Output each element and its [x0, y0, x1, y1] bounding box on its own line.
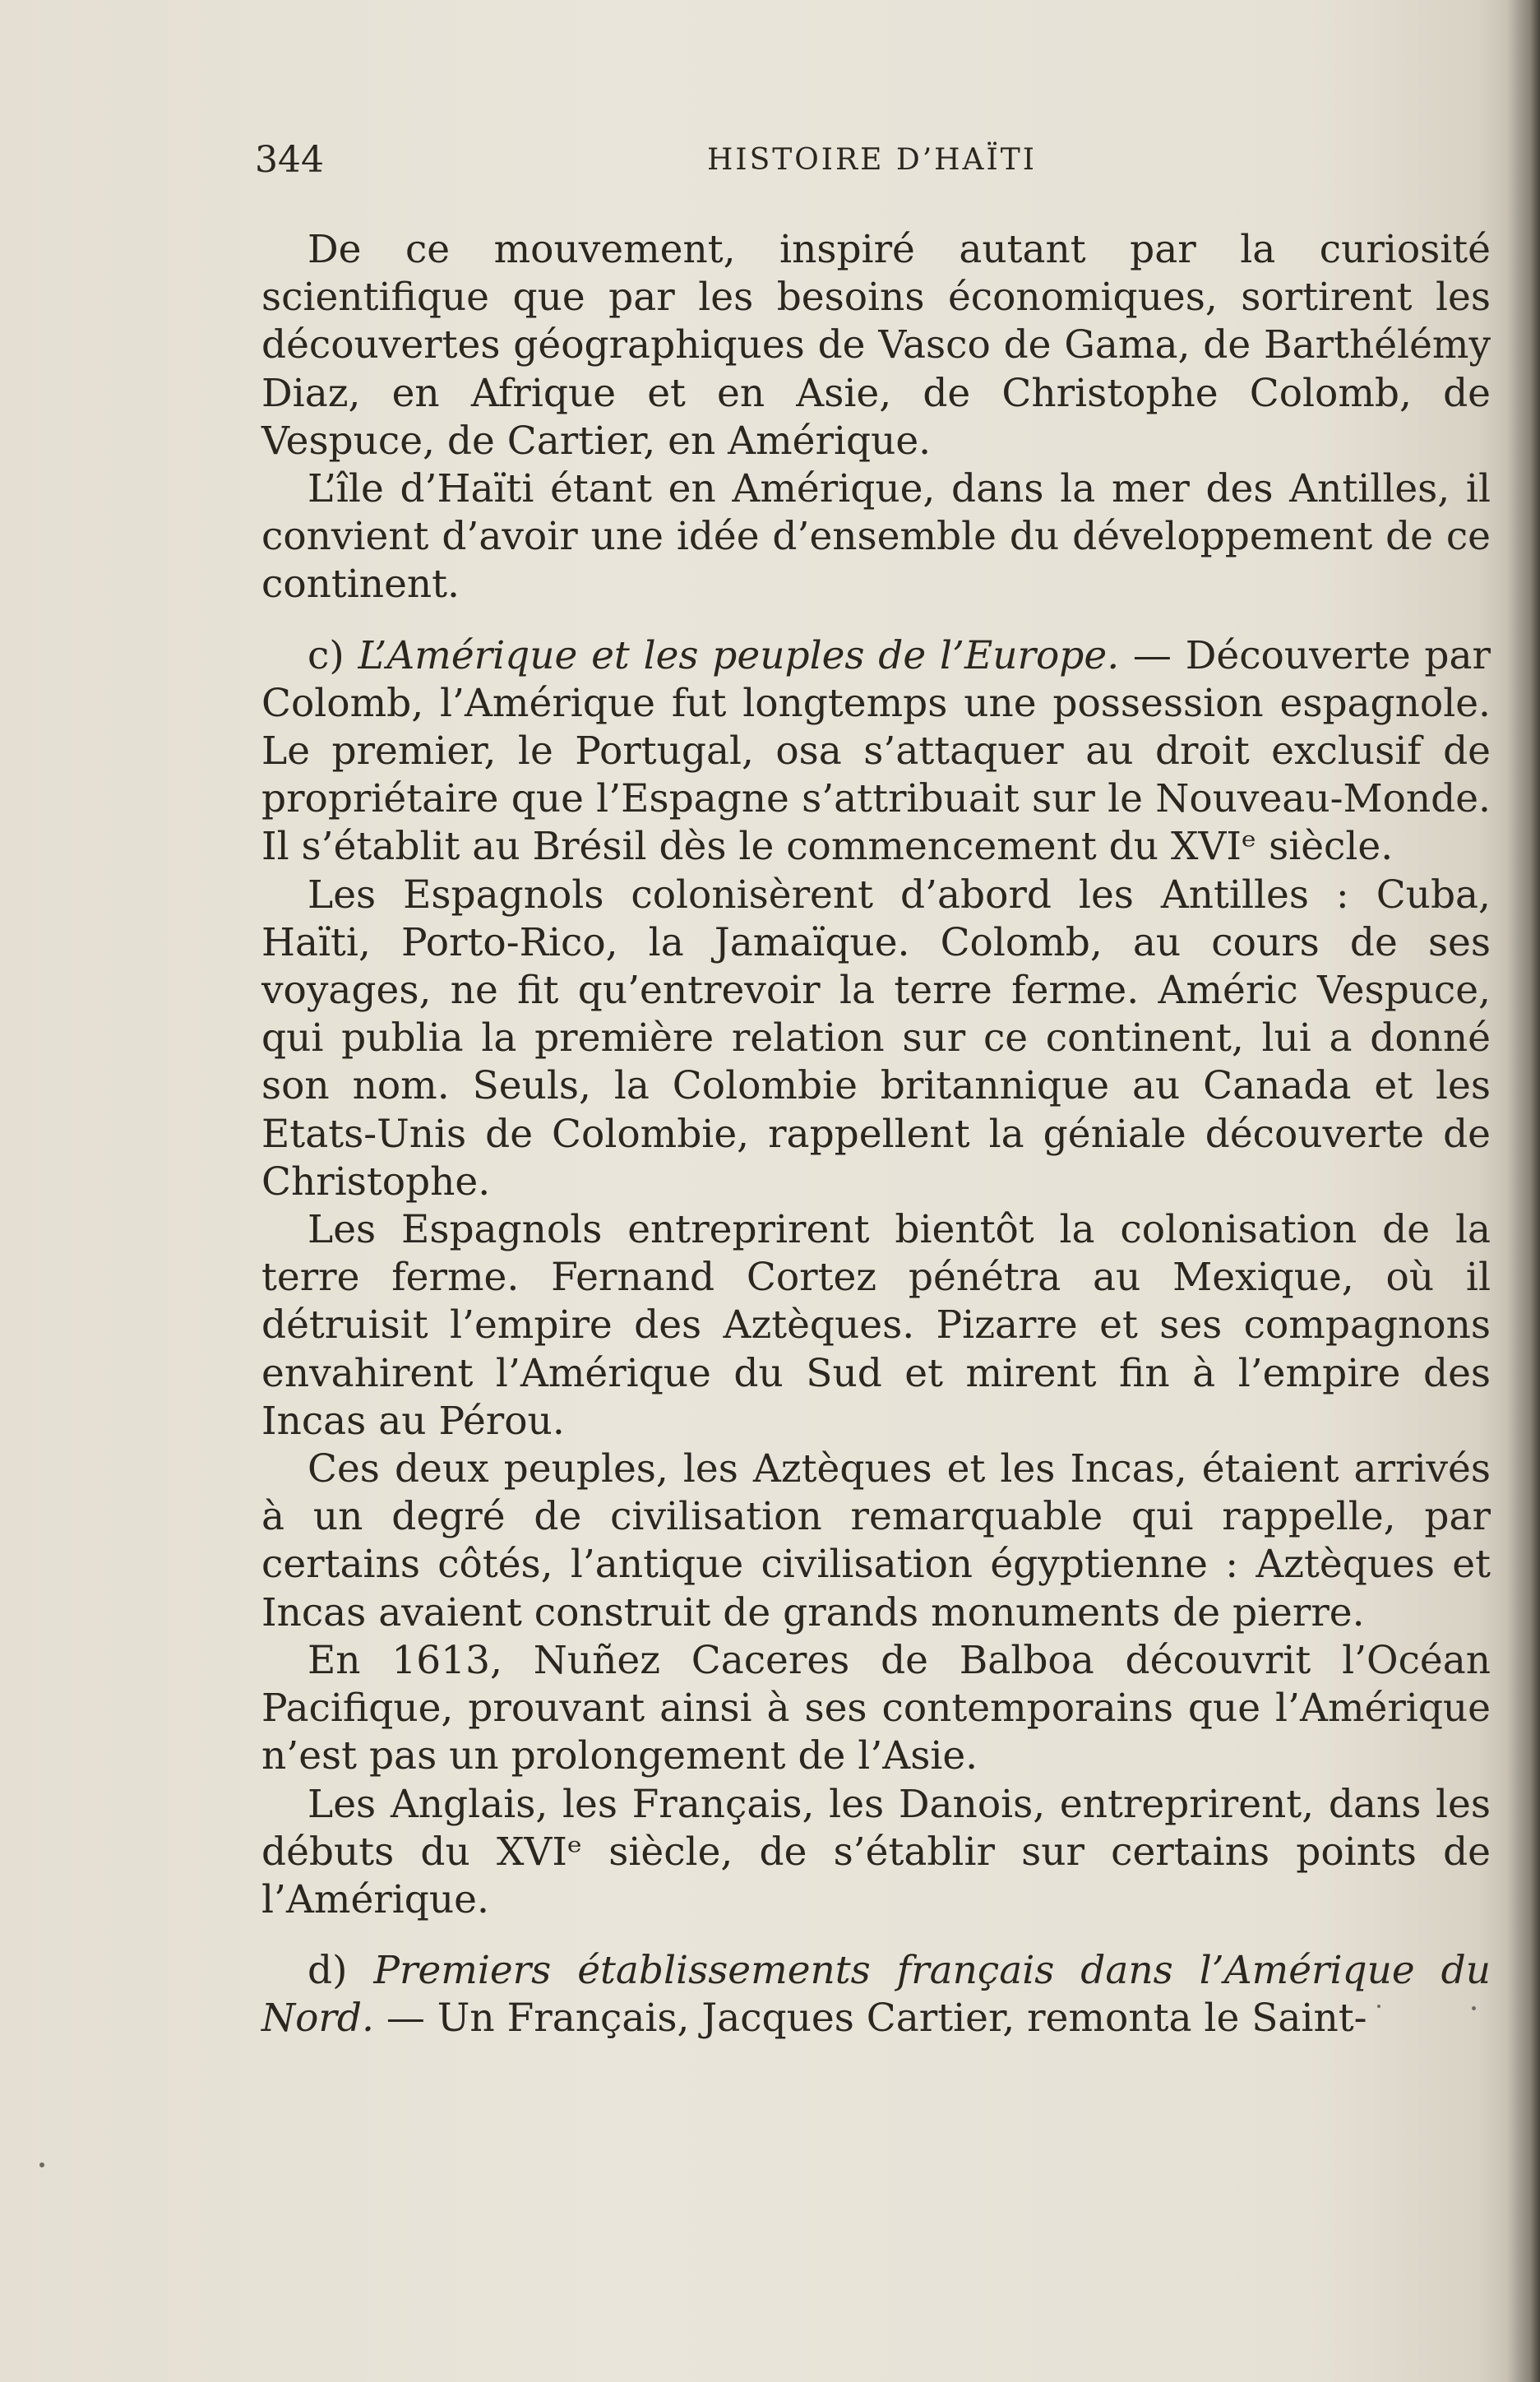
section-d-prefix: d) — [308, 1948, 374, 1994]
paragraph-5-text: Les Espagnols entreprirent bientôt la colonisation de la terre ferme. Fernand Cortez pénétra au Mexique, où il détruisit l’empire des Aztèques. Pizarre et ses compagnons envahirent l’Amérique du Sud et mirent fin à l’empire des Incas au Pérou. — [261, 1207, 1491, 1444]
page-number: 344 — [255, 139, 324, 181]
section-c-prefix: c) — [308, 632, 358, 678]
paragraph-6 — [261, 1445, 1491, 1637]
paper-speck — [39, 2162, 44, 2167]
section-c-heading: L’Amérique et les peuples de l’Europe. — [358, 632, 1120, 678]
paragraph-2-text: L’île d’Haïti étant en Amérique, dans la mer des Antilles, il convient d’avoir une idée d’ensemble du développement de ce continent. — [261, 466, 1491, 608]
paragraph-8-text: Les Anglais, les Français, les Danois, entreprirent, dans les débuts du XVIᵉ siècle, de s’établir sur certains points de l’Amérique. — [261, 1781, 1491, 1922]
section-c — [261, 632, 1491, 872]
body-text — [261, 226, 1491, 2043]
section-d-heading: Premiers établissements français dans l’Amérique du Nord. — [261, 1948, 1491, 2042]
paragraph-5 — [261, 1206, 1491, 1445]
section-c-text: — Découverte par Colomb, l’Amérique fut longtemps une possession espagnole. Le premier, le Portugal, osa s’attaquer au droit exclusif de propriétaire que l’Espagne s’attribuait sur le Nouveau-Monde. Il s’établit au Brésil dès le commencement du XVIᵉ siècle. — [261, 632, 1491, 870]
paragraph-4-text: Les Espagnols colonisèrent d’abord les Antilles : Cuba, Haïti, Porto-Rico, la Jamaïque. Colomb, au cours de ses voyages, ne fit qu’entrevoir la terre ferme. Améric Vespuce, qui publia la première relation sur ce continent, lui a donné son nom. Seuls, la Colombie britannique au Canada et les Etats-Unis de Colombie, rappellent la géniale découverte de Christophe. — [261, 872, 1491, 1205]
paragraph-7-text: En 1613, Nuñez Caceres de Balboa découvrit l’Océan Pacifique, prouvant ainsi à ses contemporains que l’Amérique n’est pas un prolongement de l’Asie. — [261, 1637, 1491, 1779]
paragraph-4 — [261, 872, 1491, 1206]
paper-speck — [1377, 2005, 1380, 2008]
paragraph-1 — [261, 226, 1491, 465]
paragraph-7 — [261, 1637, 1491, 1781]
paragraph-8 — [261, 1781, 1491, 1925]
section-d-text: — Un Français, Jacques Cartier, remonta le Saint- — [373, 1996, 1367, 2042]
page-edge-shadow — [1507, 0, 1540, 2382]
paragraph-6-text: Ces deux peuples, les Aztèques et les Incas, étaient arrivés à un degré de civilisation remarquable qui rappelle, par certains côtés, l’antique civilisation égyptienne : Aztèques et Incas avaient construit de grands monuments de pierre. — [261, 1446, 1491, 1635]
section-d — [261, 1947, 1491, 2042]
paragraph-1-text: De ce mouvement, inspiré autant par la curiosité scientifique que par les besoins économiques, sortirent les découvertes géographiques de Vasco de Gama, de Barthélémy Diaz, en Afrique et en Asie, de Christophe Colomb, de Vespuce, de Cartier, en Amérique. — [261, 227, 1491, 464]
running-title: HISTOIRE D’HAÏTI — [707, 143, 1038, 177]
paragraph-2 — [261, 465, 1491, 609]
page-header — [255, 136, 1488, 185]
paper-speck — [1472, 2006, 1476, 2010]
